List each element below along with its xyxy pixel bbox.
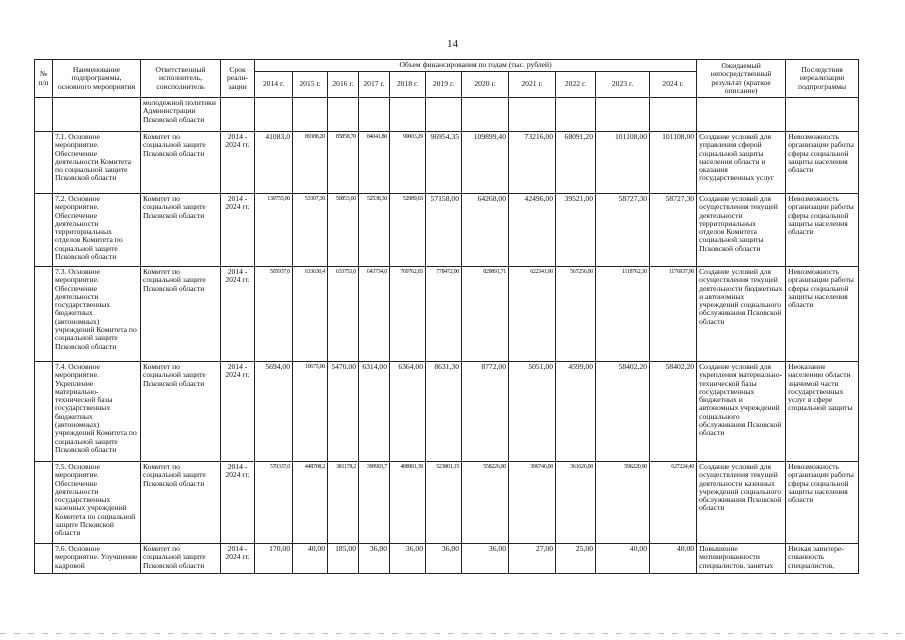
cell-consequences: Неоказание населению области значимой части государственных услуг в сфере социальной защиты bbox=[786, 362, 859, 462]
cell-name: 7.5. Основное мероприятие. Обеспечение деятельности государственных казенных учреждений Комитета по социальной защите Псковской области bbox=[53, 462, 141, 544]
header-num: № п/п bbox=[35, 60, 53, 98]
cell-value: 633753,0 bbox=[328, 267, 359, 362]
cell-executor: Комитет по социальной защите Псковской области bbox=[141, 462, 221, 544]
cell-name: 7.2. Основное мероприятие. Обеспечение деятельности территориальных отделов Комитета по социальной защите Псковской области bbox=[53, 194, 141, 267]
cell-value: 381178,2 bbox=[328, 462, 359, 544]
header-executor: Ответственный исполнитель, соисполнитель bbox=[141, 60, 221, 98]
header-year: 2018 г. bbox=[390, 72, 426, 98]
cell-value: 50853,60 bbox=[328, 194, 359, 267]
header-name: Наименование подпрограммы, основного мероприятия bbox=[53, 60, 141, 98]
table-row bbox=[35, 544, 859, 574]
header-result: Ожидаемый непосредственный результат (краткое описание) bbox=[697, 60, 786, 98]
cell-value: 84041,80 bbox=[359, 132, 390, 194]
cell-value: 53307,30 bbox=[293, 194, 328, 267]
table-row bbox=[35, 267, 859, 362]
cell-value: 778472,00 bbox=[426, 267, 462, 362]
cell-executor: Комитет по социальной защите Псковской области bbox=[141, 132, 221, 194]
cell-value: 643734,0 bbox=[359, 267, 390, 362]
cell-value: 505937,0 bbox=[255, 267, 293, 362]
cell-value: 39521,00 bbox=[556, 194, 596, 267]
cell-value: 96954,35 bbox=[426, 132, 462, 194]
table-row bbox=[35, 194, 859, 267]
cell-value: 64268,00 bbox=[462, 194, 509, 267]
cell-result: Повышение мотивированности специалистов, занятых bbox=[697, 544, 786, 574]
cell-value: 27,00 bbox=[509, 544, 556, 574]
cell-value: 185,00 bbox=[328, 544, 359, 574]
cell-value: 396746,00 bbox=[509, 462, 556, 544]
header-year: 2015 г. bbox=[293, 72, 328, 98]
cell-name: 7.6. Основное мероприятие. Улучшение кадровой bbox=[53, 544, 141, 574]
cell-result: Создание условий для осуществления текущей деятельности казенных учреждений социального обслуживания Псковской области bbox=[697, 462, 786, 544]
header-year: 2019 г. bbox=[426, 72, 462, 98]
cell-executor: Комитет по социальной защите Псковской области bbox=[141, 362, 221, 462]
cell-executor: Комитет по социальной защите Псковской области bbox=[141, 544, 221, 574]
header-year: 2016 г. bbox=[328, 72, 359, 98]
cell-term: 2014 - 2024 гг. bbox=[221, 267, 255, 362]
header-year: 2023 г. bbox=[596, 72, 650, 98]
header-year: 2014 г. bbox=[255, 72, 293, 98]
header-year: 2020 г. bbox=[462, 72, 509, 98]
cell-value: 58727,30 bbox=[596, 194, 650, 267]
cell-name: 7.1. Основное мероприятие. Обеспечение деятельности Комитета по социальной защите Псковской области bbox=[53, 132, 141, 194]
cell-value: 101108,00 bbox=[596, 132, 650, 194]
cell-result: Создание условий для осуществления текущей деятельности территориальных отделов Комитета социальной защиты Псковской области bbox=[697, 194, 786, 267]
cell-value: 90003,29 bbox=[390, 132, 426, 194]
cell-value: 130755,00 bbox=[255, 194, 293, 267]
cell-result: Создание условий для осуществления текущей деятельности бюджетных и автономных учреждений социального обслуживания Псковской области bbox=[697, 267, 786, 362]
cell-value: 58402,20 bbox=[596, 362, 650, 462]
cell-value: 829891,71 bbox=[462, 267, 509, 362]
cell-value: 109899,40 bbox=[462, 132, 509, 194]
cell-value: 36,00 bbox=[462, 544, 509, 574]
cell-term: 2014 - 2024 гг. bbox=[221, 132, 255, 194]
cell-value: 36,00 bbox=[426, 544, 462, 574]
cell-value: 58727,30 bbox=[650, 194, 697, 267]
header-term: Срок реали-зации bbox=[221, 60, 255, 98]
cell-value: 8631,30 bbox=[426, 362, 462, 462]
cell-executor: Комитет по социальной защите Псковской области bbox=[141, 267, 221, 362]
table-row-continuation bbox=[35, 98, 859, 132]
cell-value: 8772,00 bbox=[462, 362, 509, 462]
cell-term: 2014 - 2024 гг. bbox=[221, 194, 255, 267]
cell-value: 399903,7 bbox=[359, 462, 390, 544]
cell-value: 6364,00 bbox=[390, 362, 426, 462]
cell-value: 36,00 bbox=[359, 544, 390, 574]
cell-value: 170,00 bbox=[255, 544, 293, 574]
cell-value: 1118762,30 bbox=[596, 267, 650, 362]
cell-executor: Комитет по социальной защите Псковской области bbox=[141, 194, 221, 267]
cell-value: 89388,20 bbox=[293, 132, 328, 194]
cell-value: 6314,00 bbox=[359, 362, 390, 462]
cell-value: 622341,00 bbox=[509, 267, 556, 362]
cell-value: 627224,40 bbox=[650, 462, 697, 544]
cell-value: 558226,00 bbox=[462, 462, 509, 544]
cell-term: 2014 - 2024 гг. bbox=[221, 462, 255, 544]
table-row bbox=[35, 462, 859, 544]
header-year: 2022 г. bbox=[556, 72, 596, 98]
cell-name: 7.3. Основное мероприятие. Обеспечение деятельности государственных бюджетных (автономных) учреждений Комитета по социальной защите Псковской области bbox=[53, 267, 141, 362]
cell-term: 2014 - 2024 гг. bbox=[221, 544, 255, 574]
cell-value: 36,00 bbox=[390, 544, 426, 574]
cell-value: 1176937,90 bbox=[650, 267, 697, 362]
scan-edge-line bbox=[0, 633, 905, 634]
header-year: 2024 г. bbox=[650, 72, 697, 98]
cell-value: 10675,00 bbox=[293, 362, 328, 462]
cell-value: 57158,00 bbox=[426, 194, 462, 267]
cell-value: 567256,00 bbox=[556, 267, 596, 362]
header-financing-group: Объем финансирования по годам (тыс. рублей) bbox=[255, 60, 697, 72]
header-consequences: Последствия нереализации подпрограммы bbox=[786, 60, 859, 98]
cell-value: 633630,4 bbox=[293, 267, 328, 362]
cell-value: 596220,90 bbox=[596, 462, 650, 544]
cell-value: 25,00 bbox=[556, 544, 596, 574]
cell-value: 570337,0 bbox=[255, 462, 293, 544]
cell-value: 769762,65 bbox=[390, 267, 426, 362]
cell-name: 7.4. Основное мероприятие. Укрепление материально-технической базы государственных бюджетных (автономных) учреждений Комитета по социальной защите Псковской области bbox=[53, 362, 141, 462]
page-number: 14 bbox=[447, 38, 458, 50]
cell-value: 85858,70 bbox=[328, 132, 359, 194]
cell-value: 5470,00 bbox=[328, 362, 359, 462]
cell-value: 40,00 bbox=[596, 544, 650, 574]
cell-consequences: Невозможность организации работы сферы социальной защиты населения области bbox=[786, 132, 859, 194]
cell-value: 58402,20 bbox=[650, 362, 697, 462]
cell-consequences: Низкая заинтере-сованность специалистов, bbox=[786, 544, 859, 574]
cell-result: Создание условий для укрепления материально-технической базы государственных бюджетных и автономных учреждений социального обслуживания Псковской области bbox=[697, 362, 786, 462]
cell-value: 4599,00 bbox=[556, 362, 596, 462]
cell-value: 40,00 bbox=[293, 544, 328, 574]
cell-executor: молодежной политики Администрации Псковской области bbox=[141, 98, 221, 132]
cell-value: 40,00 bbox=[650, 544, 697, 574]
cell-value: 41083,0 bbox=[255, 132, 293, 194]
cell-value: 488981,39 bbox=[390, 462, 426, 544]
cell-result: Создание условий для управления сферой социальной защиты населения области и оказания государственных услуг bbox=[697, 132, 786, 194]
financing-table bbox=[34, 59, 859, 574]
cell-value: 5694,00 bbox=[255, 362, 293, 462]
cell-consequences: Невозможность организации работы сферы социальной защиты населения области bbox=[786, 267, 859, 362]
table-row bbox=[35, 132, 859, 194]
header-year: 2017 г. bbox=[359, 72, 390, 98]
cell-value: 448708,2 bbox=[293, 462, 328, 544]
cell-value: 42496,00 bbox=[509, 194, 556, 267]
cell-consequences: Невозможность организации работы сферы социальной защиты населения области bbox=[786, 194, 859, 267]
cell-value: 52538,30 bbox=[359, 194, 390, 267]
cell-value: 73216,00 bbox=[509, 132, 556, 194]
table-row bbox=[35, 362, 859, 462]
cell-value: 68091,20 bbox=[556, 132, 596, 194]
cell-value: 101108,00 bbox=[650, 132, 697, 194]
cell-term: 2014 - 2024 гг. bbox=[221, 362, 255, 462]
cell-value: 52989,65 bbox=[390, 194, 426, 267]
cell-value: 5051,00 bbox=[509, 362, 556, 462]
cell-consequences: Невозможность организации работы сферы социальной защиты населения области bbox=[786, 462, 859, 544]
header-year: 2021 г. bbox=[509, 72, 556, 98]
cell-value: 523801,15 bbox=[426, 462, 462, 544]
cell-value: 361626,00 bbox=[556, 462, 596, 544]
